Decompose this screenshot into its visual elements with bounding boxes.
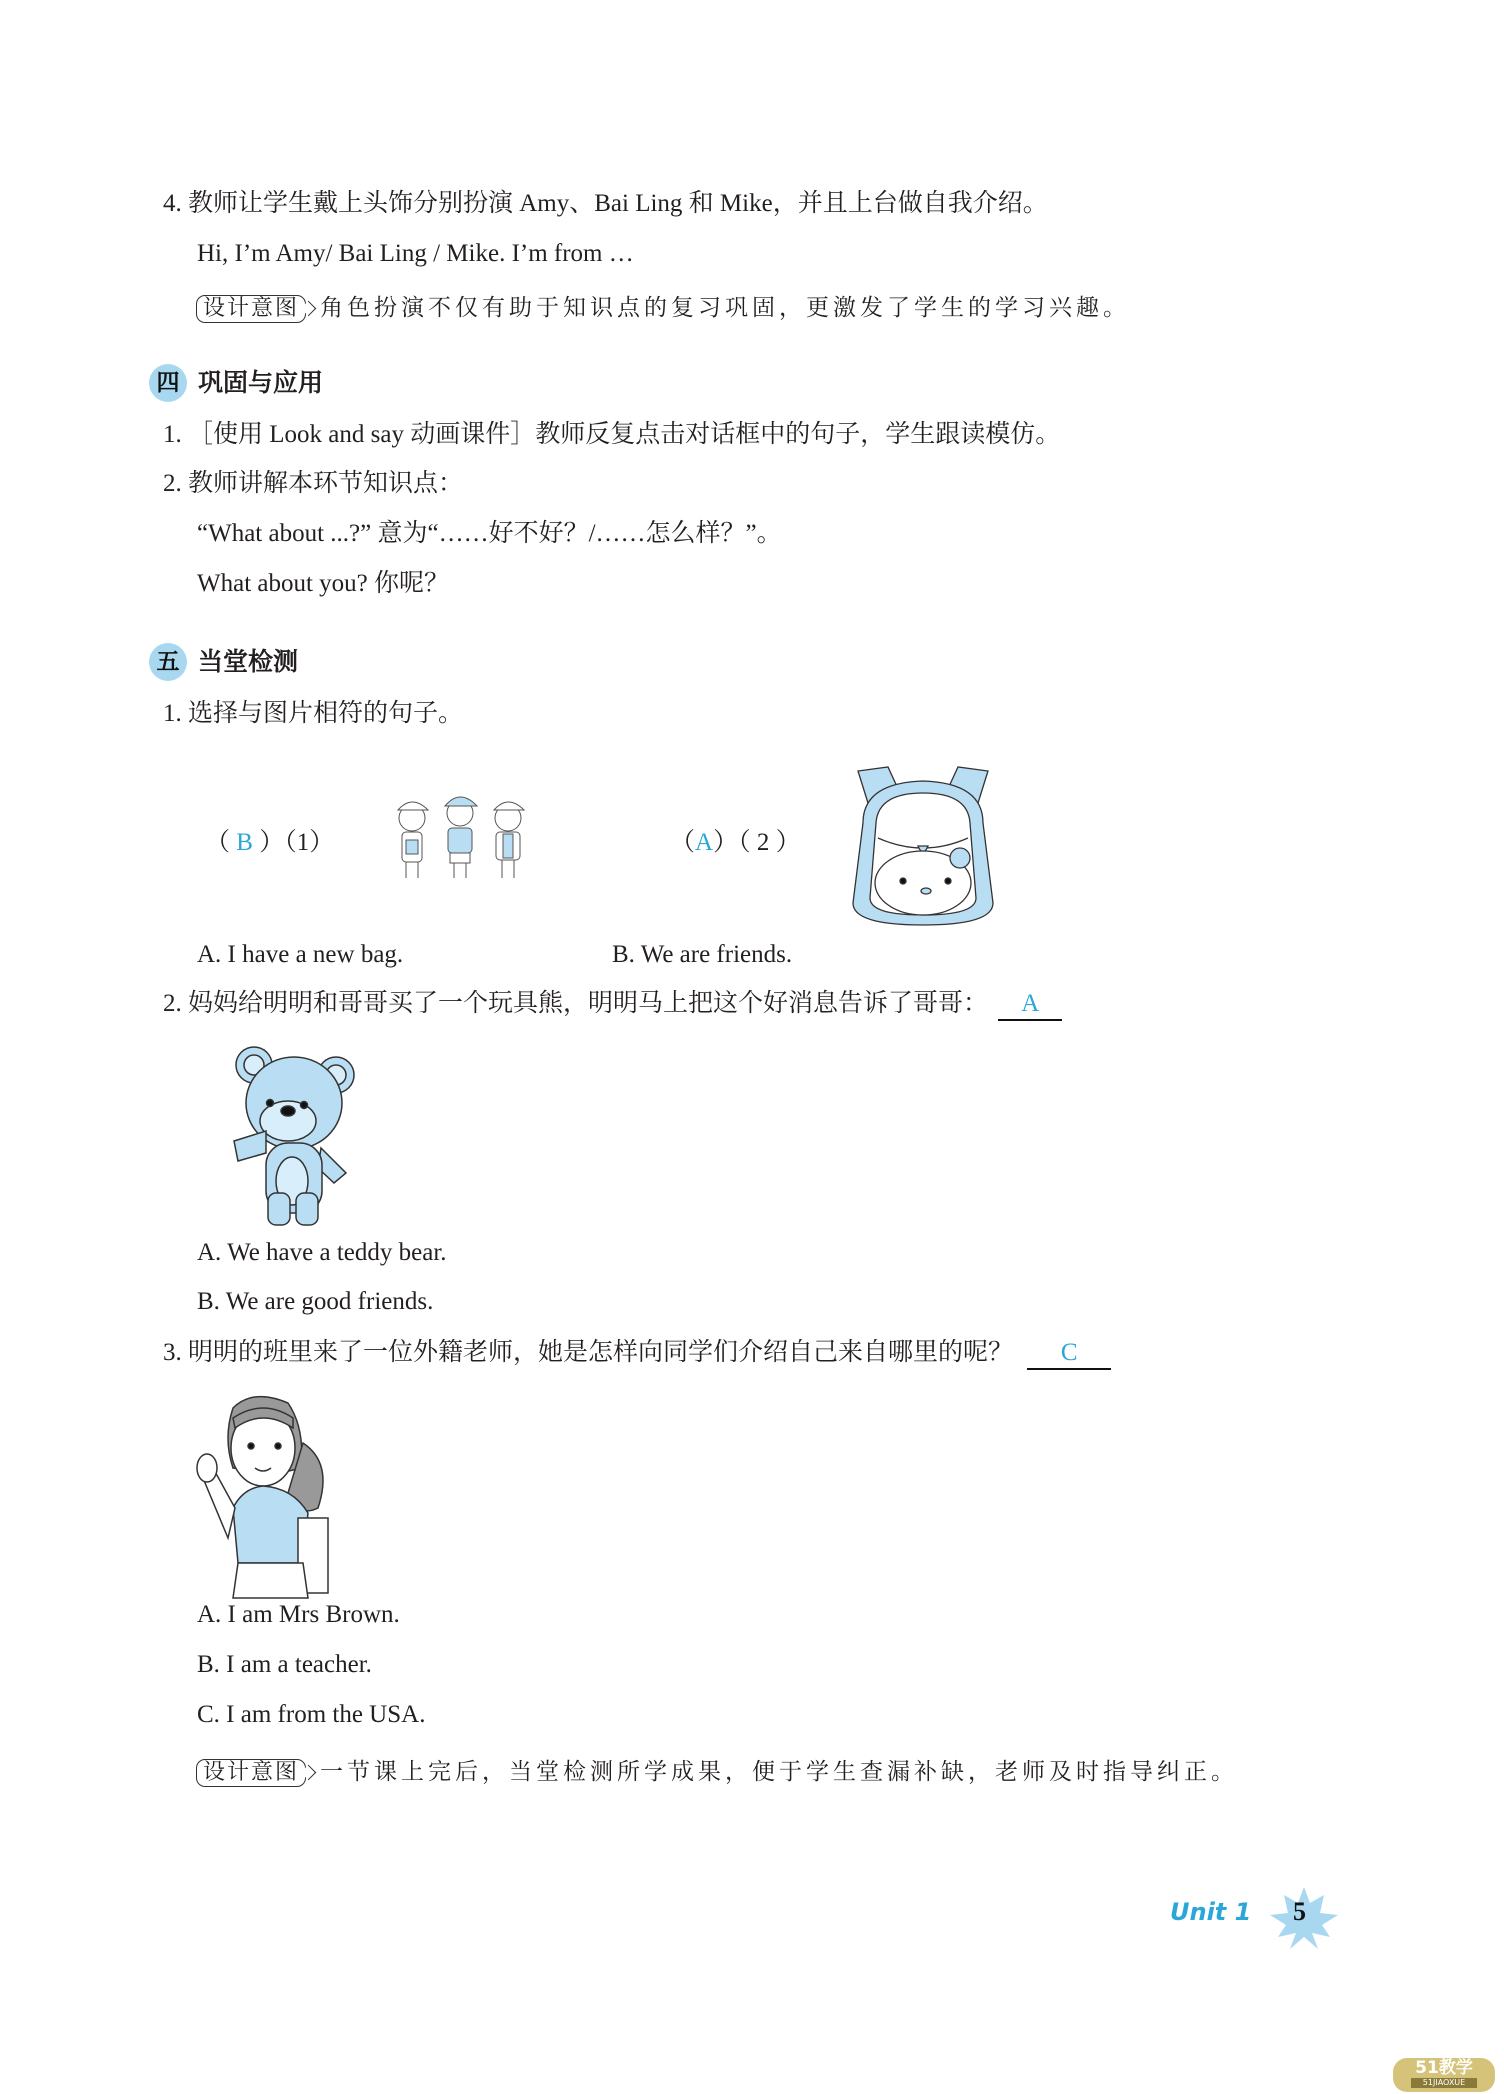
section4-item2: 2. 教师讲解本环节知识点：	[163, 470, 464, 497]
q2-option-a: A. We have a teddy bear.	[197, 1239, 447, 1266]
q3-option-a: A. I am Mrs Brown.	[197, 1601, 400, 1628]
q3-prompt-text: 3. 明明的班里来了一位外籍老师，她是怎样向同学们介绍自己来自哪里的呢？	[163, 1339, 1014, 1366]
q2-answer-blank: A	[998, 989, 1062, 1021]
q1-option-a: A. I have a new bag.	[197, 941, 404, 968]
teacher-illustration	[193, 1388, 378, 1603]
step4-line1: 4. 教师让学生戴上头饰分别扮演 Amy、Bai Ling 和 Mike，并且上台做自我介绍。	[163, 190, 1048, 217]
design-intent-badge: 设计意图	[196, 1759, 306, 1787]
hello-kitty-backpack-illustration	[848, 763, 998, 928]
watermark-logo	[1393, 2058, 1495, 2092]
watermark-subtext: 51JIAOXUE	[1411, 2078, 1477, 2088]
design-intent-text: 一节课上完后，当堂检测所学成果，便于学生查漏补缺，老师及时指导纠正。	[320, 1759, 1239, 1785]
answer: A	[695, 829, 714, 856]
design-intent-2	[196, 1753, 1238, 1787]
section-title: 巩固与应用	[198, 368, 324, 397]
q1-item2: （A）（ 2 ）	[670, 829, 801, 856]
section-number-badge: 五	[149, 643, 187, 681]
answer: B	[236, 829, 253, 856]
q2-option-b: B. We are good friends.	[197, 1288, 434, 1315]
teddy-bear-illustration	[226, 1043, 368, 1228]
design-intent-badge: 设计意图	[196, 295, 306, 323]
q3-prompt	[163, 1337, 1111, 1370]
item-label: （1）	[284, 829, 335, 856]
unit-label: Unit 1	[1170, 1898, 1252, 1926]
q2-prompt-text: 2. 妈妈给明明和哥哥买了一个玩具熊，明明马上把这个好消息告诉了哥哥：	[163, 990, 989, 1017]
section4-note1: “What about ...?” 意为“……好不好？/……怎么样？”。	[197, 520, 782, 547]
section4-note2: What about you? 你呢？	[197, 570, 450, 597]
q3-option-c: C. I am from the USA.	[197, 1701, 426, 1728]
design-intent-text: 角色扮演不仅有助于知识点的复习巩固，更激发了学生的学习兴趣。	[320, 295, 1131, 321]
section-title: 当堂检测	[198, 647, 299, 676]
q1-prompt: 1. 选择与图片相符的句子。	[163, 700, 464, 727]
q1-item1: （ B ）（1）	[205, 829, 335, 856]
q3-option-b: B. I am a teacher.	[197, 1651, 372, 1678]
q2-prompt	[163, 988, 1062, 1021]
q3-answer-blank: C	[1027, 1338, 1111, 1370]
section4-item1: 1. ［使用 Look and say 动画课件］教师反复点击对话框中的句子，学生跟读模仿。	[163, 421, 1061, 448]
page-number: 5	[1293, 1897, 1306, 1926]
q1-option-b: B. We are friends.	[612, 941, 793, 968]
section-number-badge: 四	[149, 364, 187, 402]
watermark-text: 51教学	[1415, 2058, 1473, 2078]
step4-line2: Hi, I’m Amy/ Bai Ling / Mike. I’m from …	[197, 240, 634, 267]
three-children-illustration	[390, 788, 535, 883]
design-intent-1	[196, 289, 1130, 323]
item-label: （ 2 ）	[738, 829, 801, 856]
